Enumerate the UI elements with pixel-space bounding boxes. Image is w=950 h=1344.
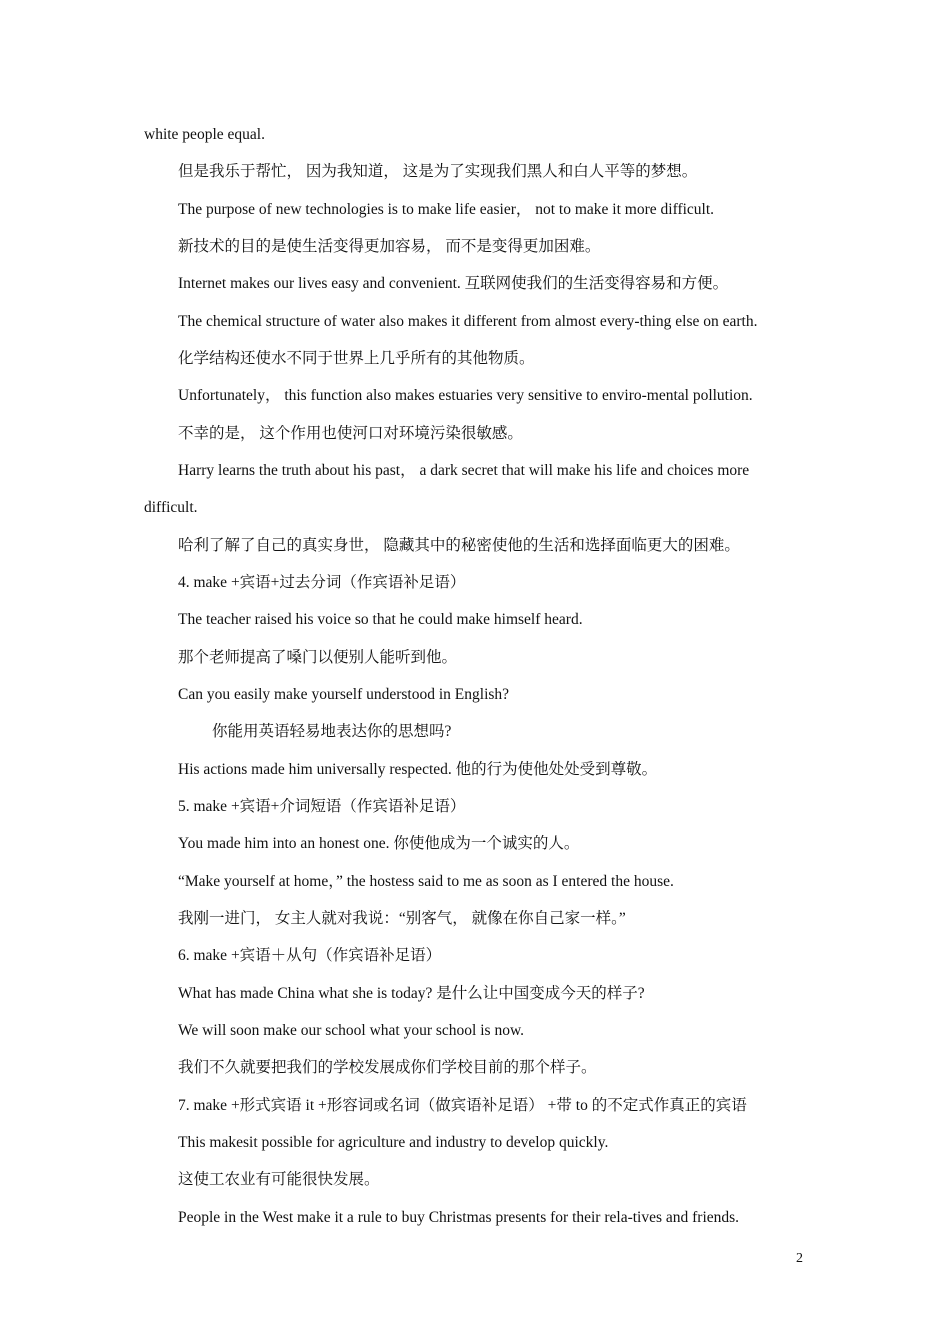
text-line-9: 不幸的是， 这个作用也使河口对环境污染很敏感。 — [178, 425, 523, 442]
text-line-20: You made him into an honest one. 你使他成为一个诚实的人。 — [178, 835, 580, 852]
text-line-18: His actions made him universally respected. 他的行为使他处处受到尊敬。 — [178, 761, 658, 778]
text-line-12: 哈利了解了自己的真实身世， 隐藏其中的秘密使他的生活和选择面临更大的困难。 — [178, 537, 740, 554]
text-line-10: Harry learns the truth about his past， a dark secret that will make his life and choices more — [178, 462, 750, 479]
text-line-26: 我们不久就要把我们的学校发展成你们学校目前的那个样子。 — [178, 1059, 597, 1076]
text-line-5: Internet makes our lives easy and convenient. 互联网使我们的生活变得容易和方便。 — [178, 275, 729, 292]
page-number: 2 — [796, 1251, 803, 1266]
text-line-15: 那个老师提高了嗓门以便别人能听到他。 — [178, 649, 458, 666]
text-line-28: This makesit possible for agriculture and industry to develop quickly. — [178, 1134, 609, 1151]
section-heading-5: 5. make +宾语+介词短语（作宾语补足语） — [178, 798, 466, 815]
text-line-24: What has made China what she is today? 是什么让中国变成今天的样子? — [178, 985, 645, 1002]
text-line-6: The chemical structure of water also makes it different from almost every-thing else on earth. — [178, 313, 758, 330]
text-line-2: 但是我乐于帮忙， 因为我知道， 这是为了实现我们黑人和白人平等的梦想。 — [178, 163, 698, 180]
section-heading-4: 4. make +宾语+过去分词（作宾语补足语） — [178, 574, 466, 591]
text-line-17: 你能用英语轻易地表达你的思想吗? — [212, 723, 452, 740]
text-line-29: 这使工农业有可能很快发展。 — [178, 1171, 380, 1188]
text-line-11: difficult. — [144, 499, 198, 516]
text-line-16: Can you easily make yourself understood in English? — [178, 686, 510, 703]
text-line-22: 我刚一进门， 女主人就对我说：“别客气， 就像在你自己家一样。” — [178, 910, 626, 927]
text-line-4: 新技术的目的是使生活变得更加容易， 而不是变得更加困难。 — [178, 238, 601, 255]
text-line-7: 化学结构还使水不同于世界上几乎所有的其他物质。 — [178, 350, 535, 367]
text-line-3: The purpose of new technologies is to make life easier， not to make it more difficult. — [178, 201, 715, 218]
section-heading-6: 6. make +宾语＋从句（作宾语补足语） — [178, 947, 442, 964]
text-line-14: The teacher raised his voice so that he could make himself heard. — [178, 611, 583, 628]
text-line-8: Unfortunately， this function also makes estuaries very sensitive to enviro-mental pollution. — [178, 387, 753, 404]
section-heading-7: 7. make +形式宾语 it +形容词或名词（做宾语补足语） +带 to 的不定式作真正的宾语 — [178, 1097, 747, 1114]
text-line-1: white people equal. — [144, 126, 265, 143]
text-line-30: People in the West make it a rule to buy Christmas presents for their rela-tives and friends. — [178, 1209, 740, 1226]
text-line-25: We will soon make our school what your school is now. — [178, 1022, 525, 1039]
text-line-21: “Make yourself at home，” the hostess said to me as soon as I entered the house. — [178, 873, 674, 890]
